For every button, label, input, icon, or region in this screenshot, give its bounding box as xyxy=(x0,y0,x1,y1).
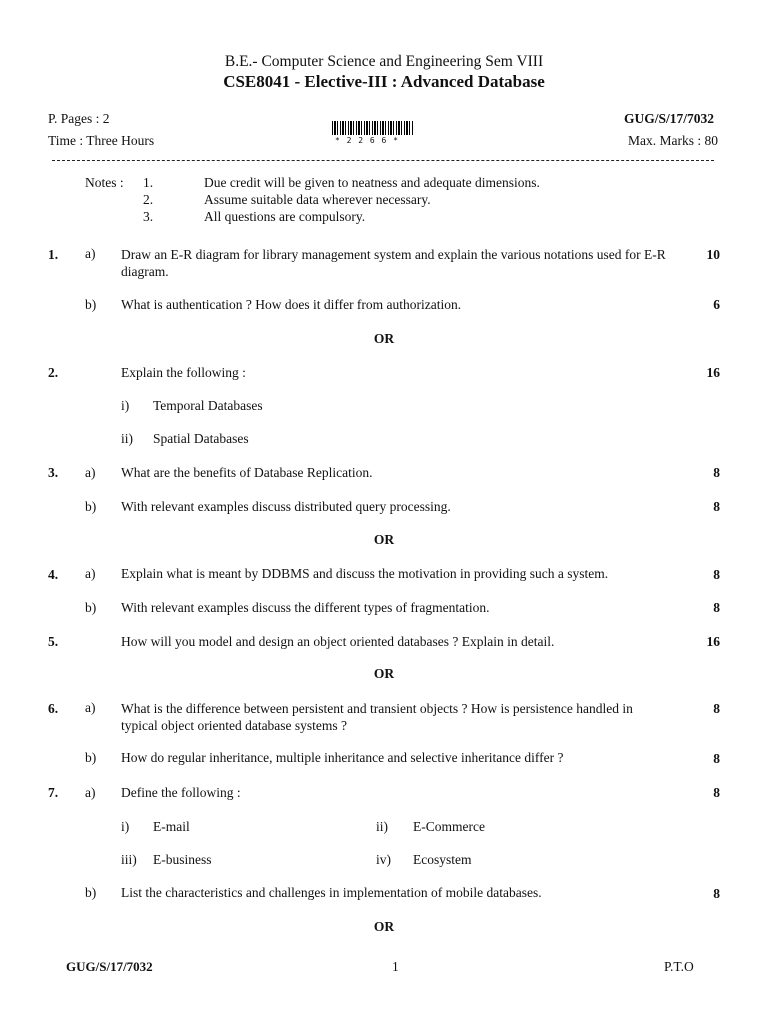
question-marks: 8 xyxy=(713,567,720,582)
subitem-label: iii) xyxy=(121,852,137,867)
question-number: 7. xyxy=(48,785,59,800)
header-divider xyxy=(52,160,714,161)
or-separator: OR xyxy=(373,919,395,934)
question-number: 4. xyxy=(48,567,59,582)
question-text: With relevant examples discuss the different types of fragmentation. xyxy=(121,600,490,615)
max-marks: Max. Marks : 80 xyxy=(628,133,718,148)
question-text: What is the difference between persistent and transient objects ? How is persistence handled in typical object oriented database systems ? xyxy=(121,701,633,733)
barcode-text: * 2 2 6 6 * xyxy=(335,136,399,145)
subitem-text: Spatial Databases xyxy=(153,431,249,446)
subitem-label: ii) xyxy=(376,819,388,834)
barcode-image xyxy=(332,121,414,135)
note-text: Assume suitable data wherever necessary. xyxy=(204,192,431,207)
question-part-label: b) xyxy=(85,750,97,765)
subitem-text: E-business xyxy=(153,852,212,867)
question-number: 1. xyxy=(48,247,59,262)
question-marks: 8 xyxy=(713,600,720,615)
question-text: What is authentication ? How does it differ from authorization. xyxy=(121,297,462,312)
footer-code: GUG/S/17/7032 xyxy=(66,959,153,974)
question-text: How will you model and design an object oriented databases ? Explain in detail. xyxy=(121,634,555,649)
time-allowed: Time : Three Hours xyxy=(48,133,155,148)
subitem-text: Temporal Databases xyxy=(153,398,263,413)
page-count: P. Pages : 2 xyxy=(48,111,110,126)
question-marks: 8 xyxy=(713,701,720,716)
note-number: 1. xyxy=(143,175,154,190)
question-text: Define the following : xyxy=(121,785,241,800)
question-marks: 16 xyxy=(706,365,720,380)
question-part-label: b) xyxy=(85,885,97,900)
note-text: All questions are compulsory. xyxy=(204,209,366,224)
note-number: 2. xyxy=(143,192,154,207)
question-marks: 8 xyxy=(713,785,720,800)
note-text: Due credit will be given to neatness and adequate dimensions. xyxy=(204,175,540,190)
question-part-label: b) xyxy=(85,600,97,615)
paper-code: GUG/S/17/7032 xyxy=(623,111,714,126)
question-part-label: a) xyxy=(85,700,96,715)
subitem-label: i) xyxy=(121,819,130,834)
question-number: 3. xyxy=(48,465,59,480)
or-separator: OR xyxy=(373,666,395,681)
question-part-label: b) xyxy=(85,297,97,312)
question-marks: 8 xyxy=(713,499,720,514)
question-text: Draw an E-R diagram for library management system and explain the various notations used for E-R diagram. xyxy=(121,247,666,279)
subitem-text: E-mail xyxy=(153,819,190,834)
question-part-label: a) xyxy=(85,465,96,480)
question-marks: 16 xyxy=(706,634,720,649)
note-number: 3. xyxy=(143,209,154,224)
or-separator: OR xyxy=(373,532,395,547)
question-marks: 6 xyxy=(713,297,720,312)
question-text: Explain the following : xyxy=(121,365,246,380)
paper-title: CSE8041 - Elective-III : Advanced Database xyxy=(223,72,545,91)
question-marks: 8 xyxy=(713,465,720,480)
subitem-label: ii) xyxy=(121,431,133,446)
subitem-label: i) xyxy=(121,398,130,413)
course-line: B.E.- Computer Science and Engineering Sem VIII xyxy=(224,53,544,70)
question-part-label: b) xyxy=(85,499,97,514)
question-text: What are the benefits of Database Replication. xyxy=(121,465,373,480)
or-separator: OR xyxy=(373,331,395,346)
question-text: How do regular inheritance, multiple inheritance and selective inheritance differ ? xyxy=(121,750,564,765)
notes-label: Notes : xyxy=(85,175,124,190)
question-marks: 10 xyxy=(706,247,720,262)
question-text: Explain what is meant by DDBMS and discuss the motivation in providing such a system. xyxy=(121,566,609,581)
question-number: 2. xyxy=(48,365,59,380)
question-marks: 8 xyxy=(713,886,720,901)
question-number: 5. xyxy=(48,634,59,649)
question-part-label: a) xyxy=(85,566,96,581)
question-text: List the characteristics and challenges in implementation of mobile databases. xyxy=(121,885,542,900)
question-part-label: a) xyxy=(85,785,96,800)
page-number: 1 xyxy=(392,959,399,974)
subitem-label: iv) xyxy=(376,852,391,867)
subitem-text: E-Commerce xyxy=(413,819,485,834)
pto-label: P.T.O xyxy=(664,959,694,974)
question-part-label: a) xyxy=(85,246,96,261)
subitem-text: Ecosystem xyxy=(413,852,472,867)
question-marks: 8 xyxy=(713,751,720,766)
question-text: With relevant examples discuss distributed query processing. xyxy=(121,499,451,514)
question-number: 6. xyxy=(48,701,59,716)
